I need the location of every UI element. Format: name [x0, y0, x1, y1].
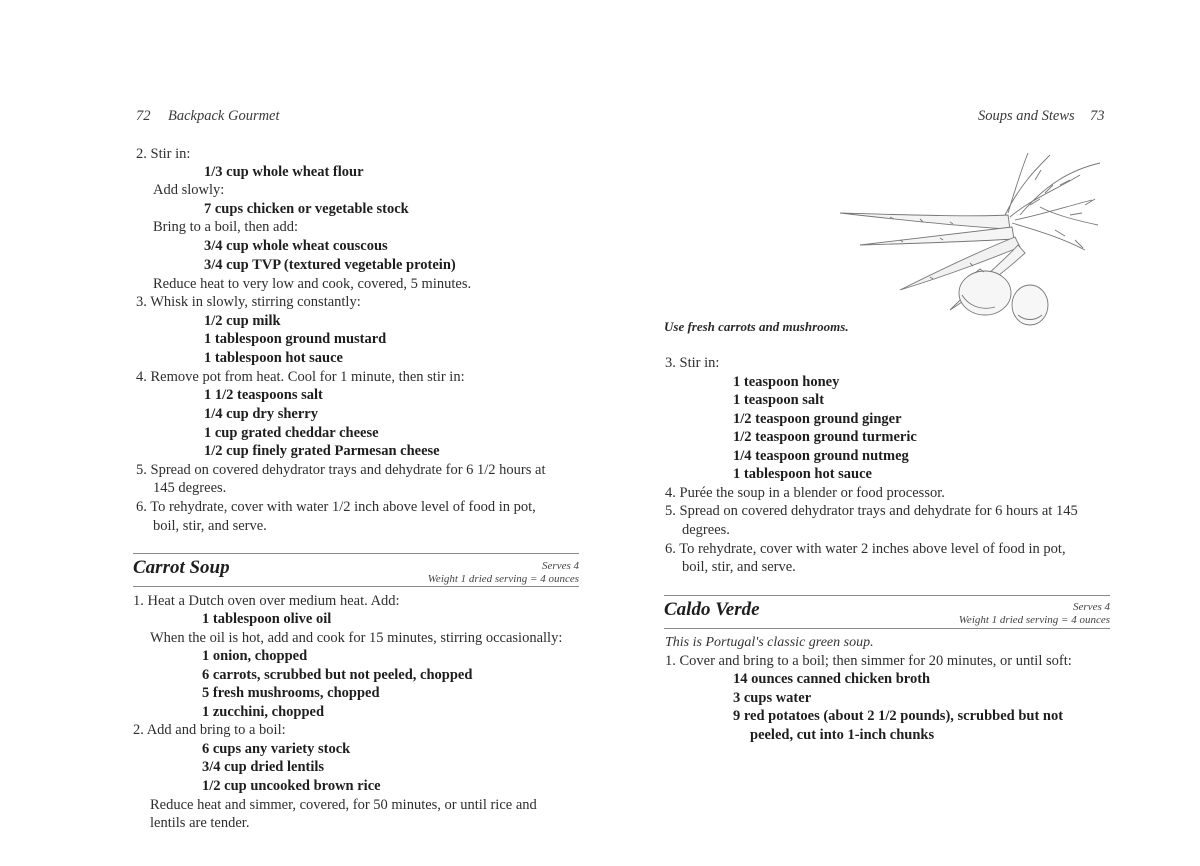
step-line: 4. Remove pot from heat. Cool for 1 minute, then stir in: — [136, 369, 465, 385]
ingredient-line: 1/2 teaspoon ground ginger — [733, 411, 902, 427]
ingredient-line: 1 teaspoon honey — [733, 374, 840, 390]
step-line: When the oil is hot, add and cook for 15 minutes, stirring occasionally: — [150, 630, 563, 646]
recipe-title: Carrot Soup — [133, 557, 230, 578]
step-line: degrees. — [682, 522, 730, 538]
step-line: 6. To rehydrate, cover with water 1/2 inch above level of food in pot, — [136, 499, 536, 515]
step-line: Reduce heat to very low and cook, covered, 5 minutes. — [153, 276, 472, 292]
ingredient-line: 1/4 teaspoon ground nutmeg — [733, 448, 909, 464]
carrots-mushrooms-illustration — [830, 145, 1110, 335]
ingredient-line: 14 ounces canned chicken broth — [733, 671, 931, 687]
ingredient-line: 7 cups chicken or vegetable stock — [204, 201, 409, 217]
recipe-yield — [379, 560, 579, 586]
ingredient-line: 1 zucchini, chopped — [202, 704, 325, 720]
weight-text: Weight 1 dried serving = 4 ounces — [427, 573, 579, 585]
step-line: 3. Stir in: — [665, 355, 720, 371]
ingredient-line: 1 onion, chopped — [202, 648, 308, 664]
ingredient-line: 1/2 cup uncooked brown rice — [202, 778, 381, 794]
step-line: Add slowly: — [153, 182, 225, 198]
ingredient-line: peeled, cut into 1-inch chunks — [750, 727, 935, 743]
illustration-caption: Use fresh carrots and mushrooms. — [664, 319, 849, 334]
ingredient-line: 1/2 teaspoon ground turmeric — [733, 429, 917, 445]
weight-text: Weight 1 dried serving = 4 ounces — [958, 614, 1110, 626]
serves-text: Serves 4 — [542, 560, 579, 572]
step-line: 1. Heat a Dutch oven over medium heat. Add: — [133, 593, 400, 609]
step-line: lentils are tender. — [150, 815, 250, 831]
recipe-bottom-rule — [133, 586, 579, 587]
ingredient-line: 1/4 cup dry sherry — [204, 406, 318, 422]
ingredient-line: 6 carrots, scrubbed but not peeled, chopped — [202, 667, 473, 683]
ingredient-line: 1/3 cup whole wheat flour — [204, 164, 364, 180]
ingredient-line: 1/2 cup finely grated Parmesan cheese — [204, 443, 440, 459]
step-line: 5. Spread on covered dehydrator trays and dehydrate for 6 hours at 145 — [665, 503, 1078, 519]
step-line: 4. Purée the soup in a blender or food processor. — [665, 485, 945, 501]
ingredient-line: 1 tablespoon hot sauce — [204, 350, 343, 366]
recipe-intro: This is Portugal's classic green soup. — [665, 635, 874, 650]
ingredient-line: 3/4 cup TVP (textured vegetable protein) — [204, 257, 456, 273]
step-line: 3. Whisk in slowly, stirring constantly: — [136, 294, 361, 310]
right-running-head: Soups and Stews — [978, 108, 1075, 124]
ingredient-line: 1 cup grated cheddar cheese — [204, 425, 379, 441]
step-line: 1. Cover and bring to a boil; then simmer for 20 minutes, or until soft: — [665, 653, 1072, 669]
left-page-number: 72 — [136, 108, 151, 124]
carrot-icon — [840, 213, 1010, 229]
left-running-head: Backpack Gourmet — [168, 108, 280, 124]
ingredient-line: 1 tablespoon ground mustard — [204, 331, 387, 347]
step-line: 2. Add and bring to a boil: — [133, 722, 286, 738]
step-line: 5. Spread on covered dehydrator trays and dehydrate for 6 1/2 hours at — [136, 462, 546, 478]
recipe-top-rule — [133, 553, 579, 554]
step-line: Bring to a boil, then add: — [153, 219, 298, 235]
ingredient-line: 5 fresh mushrooms, chopped — [202, 685, 380, 701]
ingredient-line: 1 tablespoon hot sauce — [733, 466, 872, 482]
ingredient-line: 3/4 cup whole wheat couscous — [204, 238, 388, 254]
step-line: 6. To rehydrate, cover with water 2 inches above level of food in pot, — [665, 541, 1066, 557]
recipe-top-rule — [664, 595, 1110, 596]
ingredient-line: 1 tablespoon olive oil — [202, 611, 332, 627]
ingredient-line: 9 red potatoes (about 2 1/2 pounds), scrubbed but not — [733, 708, 1064, 724]
step-line: Reduce heat and simmer, covered, for 50 minutes, or until rice and — [150, 797, 537, 813]
step-line: boil, stir, and serve. — [153, 518, 267, 534]
recipe-yield — [910, 601, 1110, 627]
recipe-bottom-rule — [664, 628, 1110, 629]
step-line: 2. Stir in: — [136, 146, 191, 162]
ingredient-line: 1 teaspoon salt — [733, 392, 825, 408]
ingredient-line: 6 cups any variety stock — [202, 741, 351, 757]
serves-text: Serves 4 — [1073, 601, 1110, 613]
ingredient-line: 3 cups water — [733, 690, 812, 706]
ingredient-line: 3/4 cup dried lentils — [202, 759, 325, 775]
recipe-title: Caldo Verde — [664, 599, 760, 620]
ingredient-line: 1/2 cup milk — [204, 313, 281, 329]
right-page-number: 73 — [1090, 108, 1105, 124]
step-line: 145 degrees. — [153, 480, 227, 496]
ingredient-line: 1 1/2 teaspoons salt — [204, 387, 323, 403]
step-line: boil, stir, and serve. — [682, 559, 796, 575]
